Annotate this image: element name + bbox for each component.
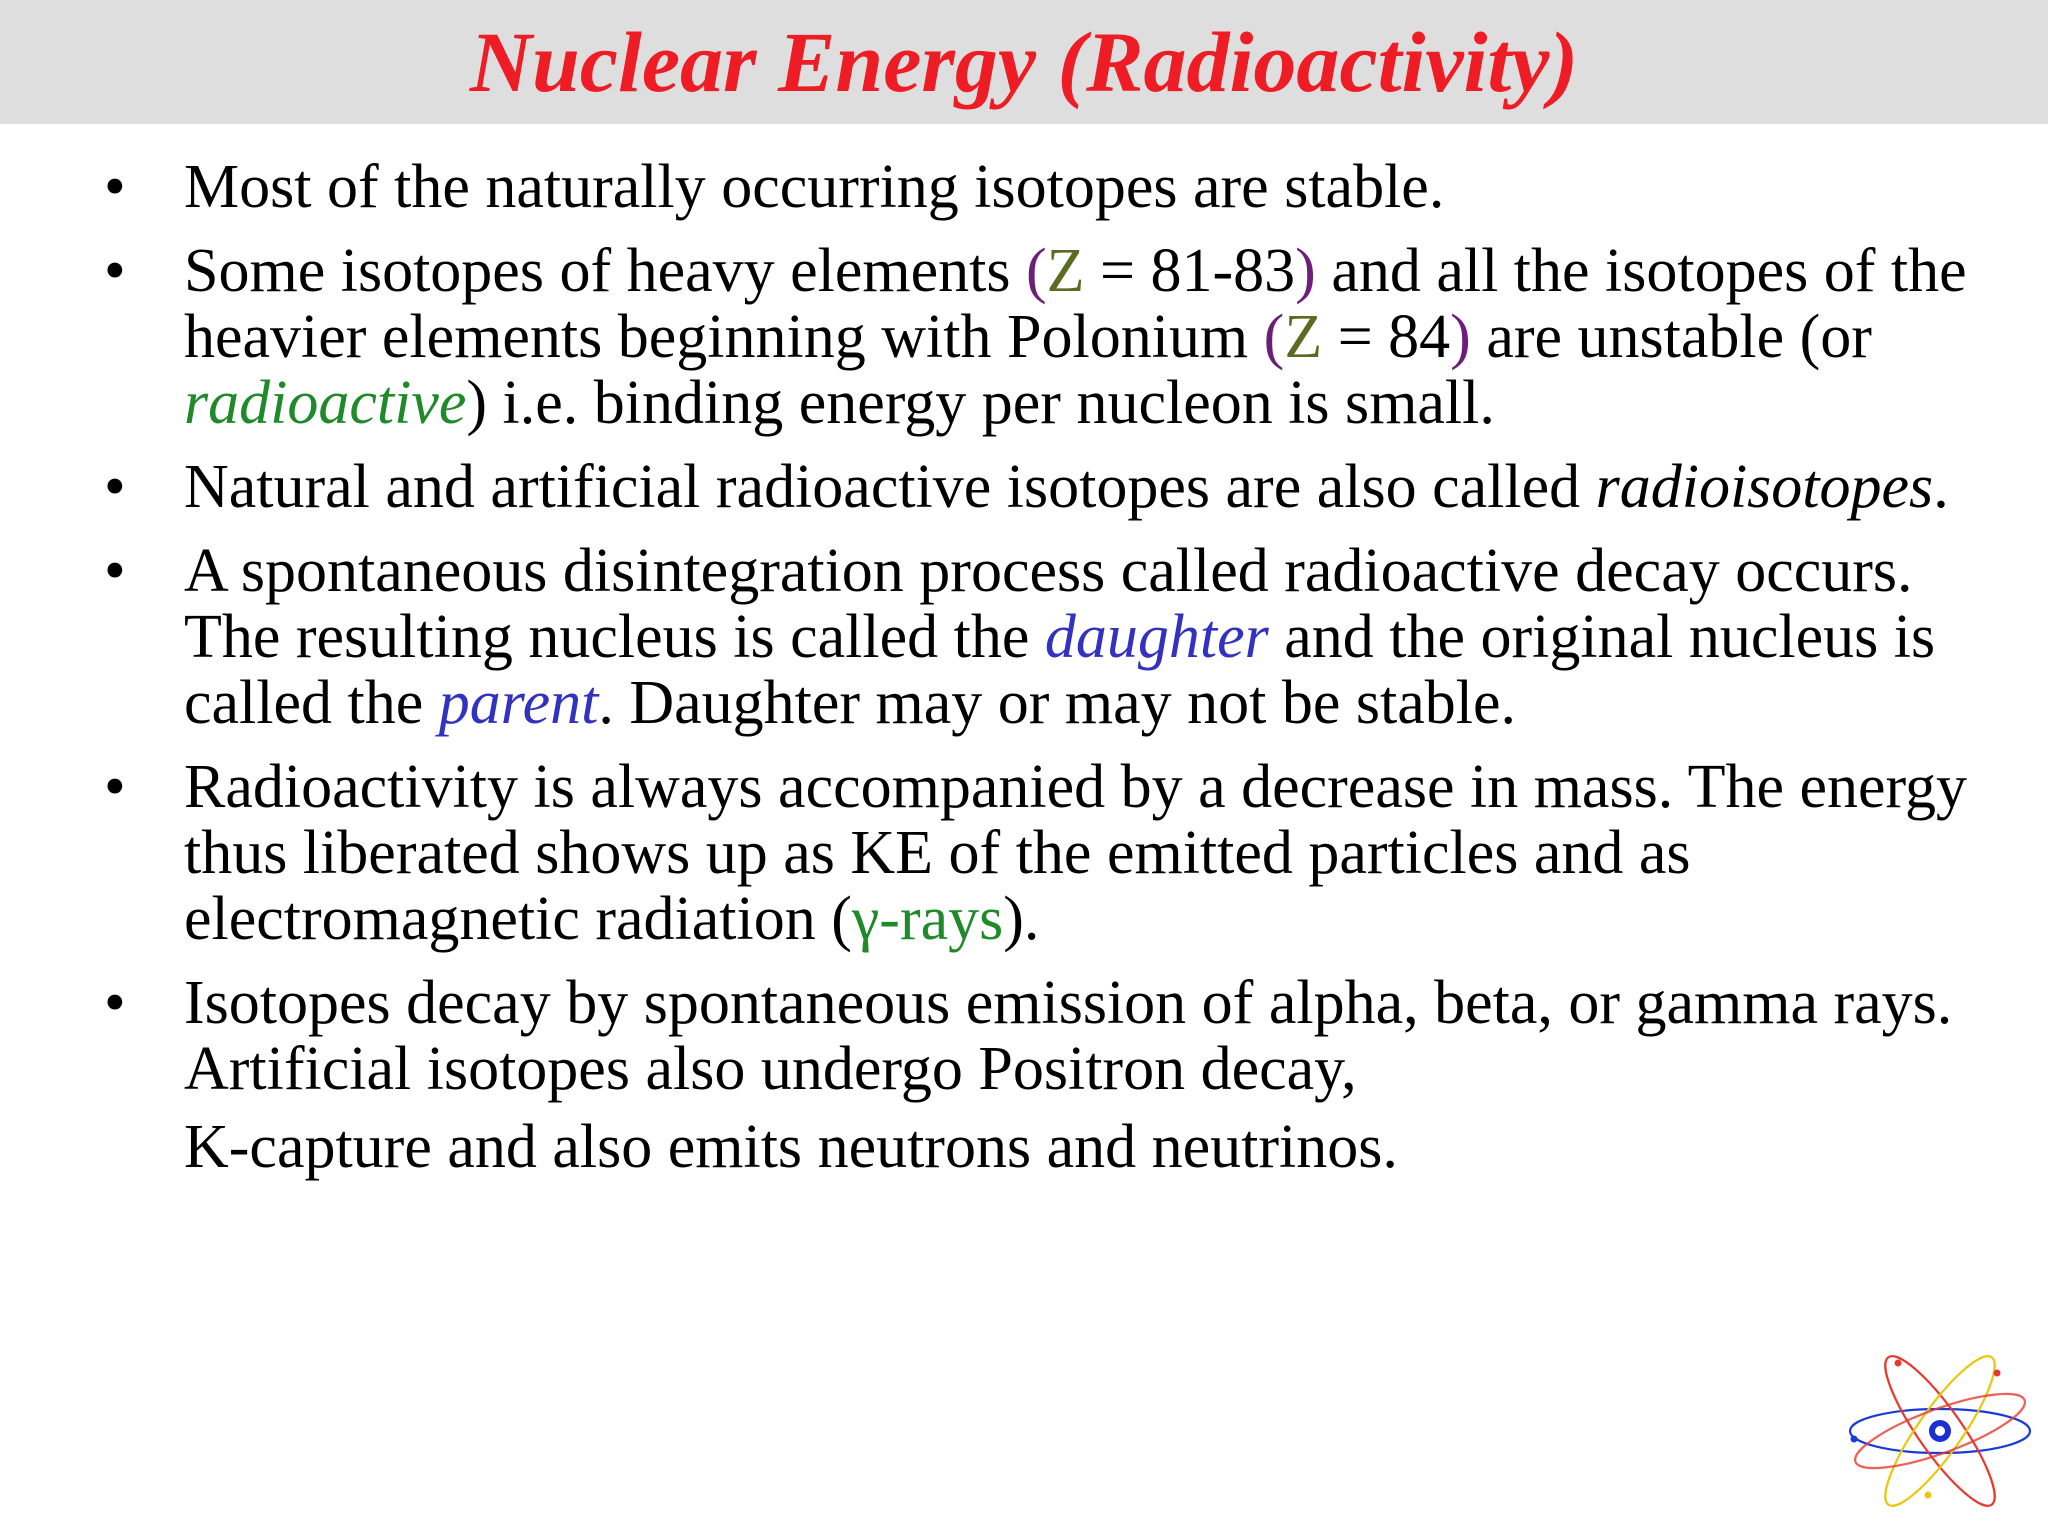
term-radioactive: radioactive	[184, 369, 467, 437]
bullet-marker: •	[104, 153, 126, 221]
electron	[1851, 1436, 1858, 1443]
bullet-text: ) i.e. binding energy per nucleon is small.	[466, 369, 1495, 437]
term-parent: parent	[438, 669, 599, 737]
term-radioisotopes: radioisotopes	[1595, 453, 1934, 521]
bullet-text: and all the isotopes of the heavier elements beginning with Polonium	[184, 237, 1967, 371]
bullet-text: K-capture and also emits neutrons and neutrinos.	[184, 1113, 1398, 1181]
term-gamma-rays: γ-rays	[851, 885, 1004, 953]
paren-close: )	[1295, 237, 1316, 305]
bullet-item	[0, 970, 2048, 1180]
bullet-marker: •	[104, 969, 126, 1037]
bullet-text: Some isotopes of heavy elements	[184, 237, 1026, 305]
bullet-list	[0, 154, 2048, 1198]
bullet-text: are unstable (or	[1470, 303, 1872, 371]
bullet-text: = 84	[1322, 303, 1451, 371]
bullet-item	[0, 754, 2048, 952]
bullet-item	[0, 154, 2048, 220]
bullet-text: . Daughter may or may not be stable.	[598, 669, 1517, 737]
bullet-item	[0, 538, 2048, 736]
bullet-marker: •	[104, 237, 126, 305]
bullet-text: and the original nucleus is called the	[184, 603, 1936, 737]
electron	[1994, 1370, 2001, 1377]
term-daughter: daughter	[1044, 603, 1269, 671]
bullet-text: Isotopes decay by spontaneous emission of alpha, beta, or gamma rays. Artificial isotopes also undergo Positron decay,	[184, 969, 1953, 1103]
bullet-text: .	[1933, 453, 1949, 521]
bullet-marker: •	[104, 453, 126, 521]
atom-nucleus-core	[1935, 1426, 1945, 1436]
paren-open: (	[1026, 237, 1047, 305]
electron	[1895, 1360, 1902, 1367]
bullet-text: = 81-83	[1084, 237, 1296, 305]
bullet-text: Radioactivity is always accompanied by a decrease in mass. The energy thus liberated shows up as KE of the emitted particles and as electromagnetic radiation (	[184, 753, 1968, 953]
paren-open: (	[1263, 303, 1285, 371]
atom-icon	[1845, 1345, 2035, 1515]
slide-title: Nuclear Energy (Radioactivity)	[469, 14, 1579, 110]
bullet-text: A spontaneous disintegration process called radioactive decay occurs. The resulting nucleus is called the	[184, 537, 1913, 671]
paren-close: )	[1450, 303, 1471, 371]
bullet-marker: •	[104, 753, 126, 821]
bullet-marker: •	[104, 537, 126, 605]
electron	[1925, 1492, 1932, 1499]
atomic-number-symbol: Z	[1284, 303, 1323, 371]
bullet-text: Natural and artificial radioactive isotopes are also called	[184, 453, 1596, 521]
atomic-number-symbol: Z	[1046, 237, 1085, 305]
bullet-item	[0, 238, 2048, 436]
bullet-item	[0, 454, 2048, 520]
bullet-text: ).	[1003, 885, 1040, 953]
bullet-text: Most of the naturally occurring isotopes are stable.	[184, 153, 1445, 221]
